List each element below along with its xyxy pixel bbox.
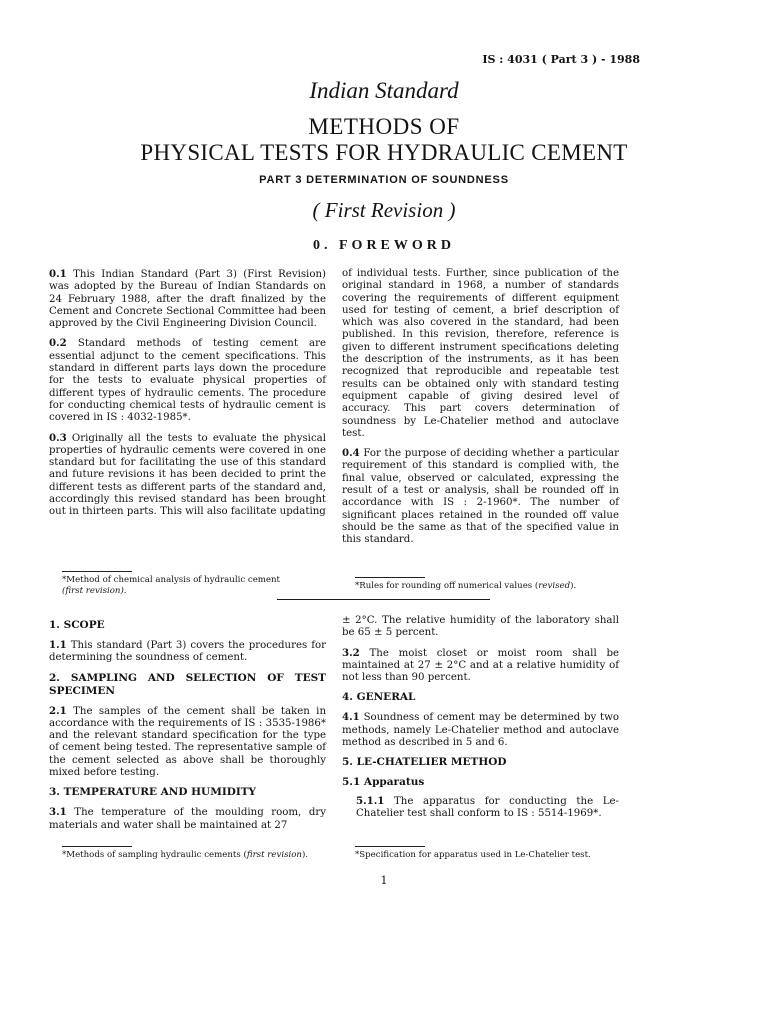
section-heading-le-chatelier: 5. LE-CHATELIER METHOD bbox=[342, 756, 507, 769]
para-5-1-1: 5.1.1 The apparatus for conducting the Le-Chatelier test shall conform to IS : 5514-1969*. bbox=[356, 794, 619, 819]
section-heading-temperature: 3. TEMPERATURE AND HUMIDITY bbox=[49, 786, 257, 799]
para-3-1-continued: ± 2°C. The relative humidity of the laboratory shall be 65 ± 5 percent. bbox=[342, 615, 619, 639]
title-line-1: METHODS OF bbox=[308, 114, 460, 139]
para-0-4: 0.4 For the purpose of deciding whether a particular requirement of this standard is complied with, the final value, observed or calculated, expressing the result of a test or analysis, shall be rounded off in accordance with IS : 2-1960*. The number of significant places retained in the rounded off value should be the same as that of the specified value in this standard. bbox=[342, 447, 619, 546]
standard-number: IS : 4031 ( Part 3 ) - 1988 bbox=[482, 53, 640, 66]
revision-label: ( First Revision ) bbox=[312, 198, 456, 222]
foreword-heading: 0. FOREWORD bbox=[313, 238, 455, 253]
foreword-left-column bbox=[49, 268, 326, 526]
foreword-right-column bbox=[342, 268, 619, 554]
section-divider bbox=[277, 599, 490, 600]
footnote-rounding-off: *Rules for rounding off numerical values (revised). bbox=[342, 577, 619, 592]
part-subtitle: PART 3 DETERMINATION OF SOUNDNESS bbox=[259, 174, 509, 186]
footnote-rule bbox=[355, 577, 425, 578]
para-0-1: 0.1 This Indian Standard (Part 3) (First Revision) was adopted by the Bureau of Indian Standards on 24 February 1988, after the draft finalized by the Cement and Concrete Sectional Committee had been approved by the Civil Engineering Division Council. bbox=[49, 268, 326, 330]
body-left-column bbox=[49, 615, 326, 839]
footnote-rule bbox=[62, 571, 132, 572]
section-heading-scope: 1. SCOPE bbox=[49, 619, 105, 631]
para-0-3-continued: of individual tests. Further, since publication of the original standard in 1968, a number of standards covering the requirements of different equipment used for testing of cement, a brief description of which was also covered in the standard, had been published. In this revision, therefore, reference is given to different instrument specifications deleting the description of the instruments, as it has been recognized that reproducible and repeatable test results can be obtained only with standard testing equipment capable of giving desired level of accuracy. This part covers determination of soundness by Le-Chatelier method and autoclave test. bbox=[342, 268, 619, 439]
para-0-2: 0.2 Standard methods of testing cement are essential adjunct to the cement specifications. This standard in different parts lays down the procedure for the tests to evaluate physical properties of different types of hydraulic cements. The procedure for conducting chemical tests of hydraulic cement is covered in IS : 4032-1985*. bbox=[49, 337, 326, 424]
para-2-1: 2.1 The samples of the cement shall be taken in accordance with the requirements of IS : 3535-1986* and the relevant standard specification for the type of cement being tested. The representative sample of the cement selected as above shall be thoroughly mixed before testing. bbox=[49, 704, 326, 779]
para-0-3: 0.3 Originally all the tests to evaluate the physical properties of hydraulic cements were covered in one standard but for facilitating the use of this standard and future revisions it has been decided to print the different tests as different parts of the standard and, accordingly this revised standard has been brought out in thirteen parts. This will also facilitate updating bbox=[49, 431, 326, 518]
body-right-column bbox=[342, 615, 619, 827]
subsection-heading-apparatus: 5.1 Apparatus bbox=[342, 776, 425, 789]
footnote-rule bbox=[62, 846, 132, 847]
para-3-1: 3.1 The temperature of the moulding room, dry materials and water shall be maintained at 27 bbox=[49, 806, 326, 831]
section-heading-general: 4. GENERAL bbox=[342, 691, 416, 704]
title-line-2: PHYSICAL TESTS FOR HYDRAULIC CEMENT bbox=[140, 140, 628, 165]
footnote-rule bbox=[355, 846, 425, 847]
section-heading-sampling: 2. SAMPLING AND SELECTION OF TEST SPECIMEN bbox=[49, 671, 326, 697]
para-3-2: 3.2 The moist closet or moist room shall be maintained at 27 ± 2°C and at a relative humidity of not less than 90 percent. bbox=[342, 646, 619, 684]
para-1-1: 1.1 This standard (Part 3) covers the procedures for determining the soundness of cement. bbox=[49, 639, 326, 664]
indian-standard-heading: Indian Standard bbox=[309, 78, 459, 103]
para-4-1: 4.1 Soundness of cement may be determined by two methods, namely Le-Chatelier method and autoclave method as described in 5 and 6. bbox=[342, 711, 619, 749]
page-number: 1 bbox=[380, 874, 388, 887]
footnote-sampling-methods: *Methods of sampling hydraulic cements (first revision). bbox=[49, 846, 326, 861]
footnote-apparatus-spec: *Specification for apparatus used in Le-Chatelier test. bbox=[342, 846, 619, 861]
footnote-chemical-analysis: *Method of chemical analysis of hydraulic cement (first revision). bbox=[49, 571, 326, 597]
